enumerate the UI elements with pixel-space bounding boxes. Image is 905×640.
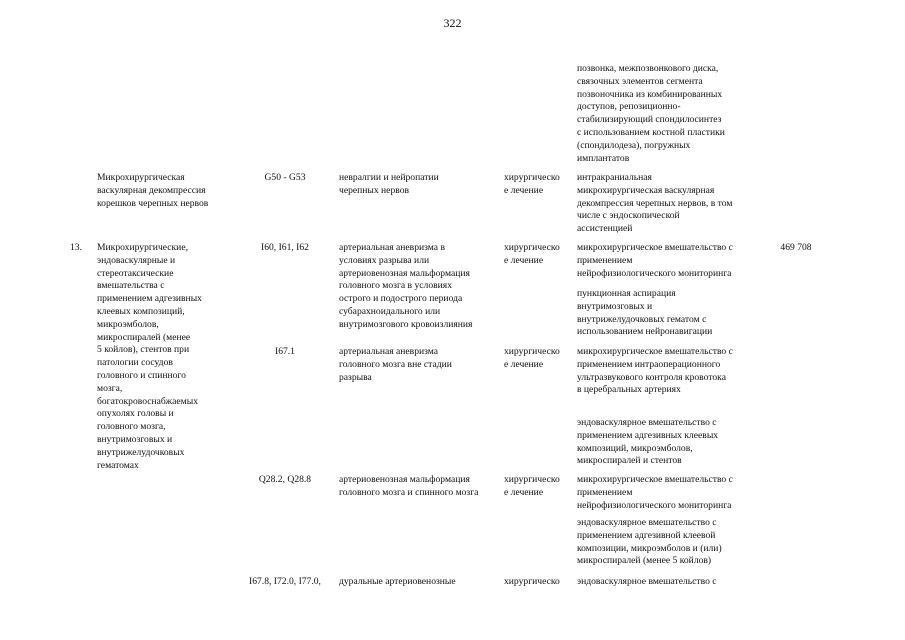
- prev-group-method: интракраниальная микрохирургическая васкулярная декомпрессия черепных нервов, в том числе с эндоскопической ассистенцией: [577, 172, 733, 235]
- row4-treatment-type: хирургическо: [504, 576, 560, 587]
- row1-method-2: пункционная аспирация внутримозговых и внутрижелудочковых гематом с использованием нейронавигации: [577, 288, 713, 338]
- row3-model: артериовенозная мальформация головного мозга и спинного мозга: [339, 474, 479, 498]
- row3-method-2: эндоваскулярное вмешательство с применением адгезивной клеевой композиции, микроэмболов и (или) микроспиралей (менее 5 койлов): [577, 517, 722, 567]
- prev-group-model: невралгии и нейропатии черепных нервов: [339, 172, 439, 196]
- group-13-norm: 469 708: [780, 242, 812, 253]
- row2-code: I67.1: [275, 346, 295, 357]
- row2-model: артериальная аневризма головного мозга вне стадии разрыва: [339, 346, 452, 383]
- page-number: 322: [443, 16, 462, 30]
- row3-method-1: микрохирургическое вмешательство с применением нейрофизиологического мониторинга: [577, 474, 733, 511]
- row1-code: I60, I61, I62: [261, 242, 309, 253]
- row4-model: дуральные артериовенозные: [339, 576, 456, 587]
- row3-treatment-type: хирургическо е лечение: [504, 474, 560, 498]
- row3-code: Q28.2, Q28.8: [258, 474, 312, 485]
- prev-group-name: Микрохирургическая васкулярная декомпрессия корешков черепных нервов: [97, 172, 209, 209]
- row2-method-1: микрохирургическое вмешательство с применением интраоперационного ультразвукового контроля кровотока в церебральных артериях: [577, 346, 733, 396]
- row2-treatment-type: хирургическо е лечение: [504, 346, 560, 370]
- prev-group-treatment-type: хирургическо е лечение: [504, 172, 560, 196]
- group-13-number: 13.: [70, 242, 82, 253]
- row2-method-2: эндоваскулярное вмешательство с применением адгезивных клеевых композиций, микроэмболов, микроспиралей и стентов: [577, 417, 719, 467]
- row4-method-1: эндоваскулярное вмешательство с: [577, 576, 717, 587]
- row1-treatment-type: хирургическо е лечение: [504, 242, 560, 266]
- continued-method-text: позвонка, межпозвонкового диска, связочных элементов сегмента позвоночника из комбинированных доступов, репозиционно- стабилизирующий спондилосинтез с использованием костной пластики (спондилодеза), погружных имплантатов: [577, 63, 725, 164]
- row4-code: I67.8, I72.0, I77.0,: [249, 576, 321, 587]
- row1-method-1: микрохирургическое вмешательство с применением нейрофизиологического мониторинга: [577, 242, 733, 279]
- row1-model: артериальная аневризма в условиях разрыва или артериовенозная мальформация головного мозга в условиях острого и подострого периода субарахноидального или внутримозгового кровоизлияния: [339, 242, 473, 330]
- group-13-name: Микрохирургические, эндоваскулярные и стереотаксические вмешательства с применением адгезивных клеевых композиций, микроэмболов, микроспиралей (менее 5 койлов), стентов при патологии сосудов головного и спинного мозга, богатокровоснабжаемых опухолях головы и головного мозга, внутримозговых и внутрижелудочковых гематомах: [97, 242, 202, 471]
- prev-group-code: G50 - G53: [264, 172, 306, 183]
